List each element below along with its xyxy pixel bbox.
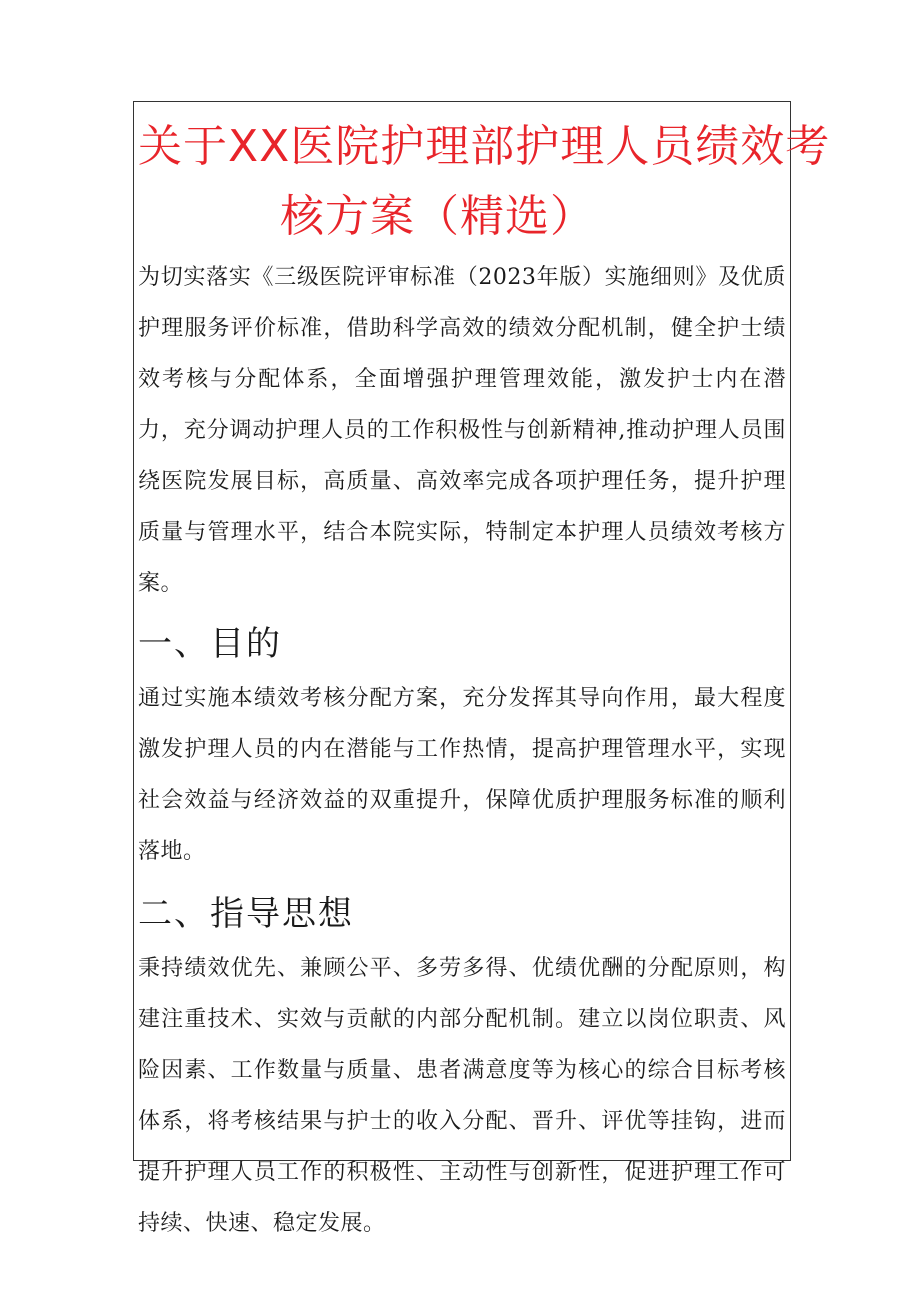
section-body-purpose: 通过实施本绩效考核分配方案，充分发挥其导向作用，最大程度激发护理人员的内在潜能与工作热情，提高护理管理水平，实现社会效益与经济效益的双重提升，保障优质护理服务标准的顺利落地。 <box>138 686 786 864</box>
document-title <box>134 102 831 252</box>
intro-paragraph: 为切实落实《三级医院评审标准（2023年版）实施细则》及优质护理服务评价标准，借助科学高效的绩效分配机制，健全护士绩效考核与分配体系，全面增强护理管理效能，激发护士内在潜力，充分调动护理人员的工作积极性与创新精神,推动护理人员围绕医院发展目标，高质量、高效率完成各项护理任务，提升护理质量与管理水平，结合本院实际，特制定本护理人员绩效考核方案。 <box>138 265 786 596</box>
title-line-1: 关于XX医院护理部护理人员绩效考 <box>138 121 831 172</box>
document-frame <box>133 101 831 1236</box>
section-heading-purpose: 一、目的 <box>138 624 282 664</box>
section-body-guiding-principle: 秉持绩效优先、兼顾公平、多劳多得、优绩优酬的分配原则，构建注重技术、实效与贡献的内部分配机制。建立以岗位职责、风险因素、工作数量与质量、患者满意度等为核心的综合目标考核体系，将考核结果与护士的收入分配、晋升、评优等挂钩，进而提升护理人员工作的积极性、主动性与创新性，促进护理工作可持续、快速、稳定发展。 <box>138 956 786 1236</box>
section-heading-guiding-principle: 二、指导思想 <box>138 894 354 934</box>
title-line-2: 核方案（精选） <box>280 191 595 242</box>
